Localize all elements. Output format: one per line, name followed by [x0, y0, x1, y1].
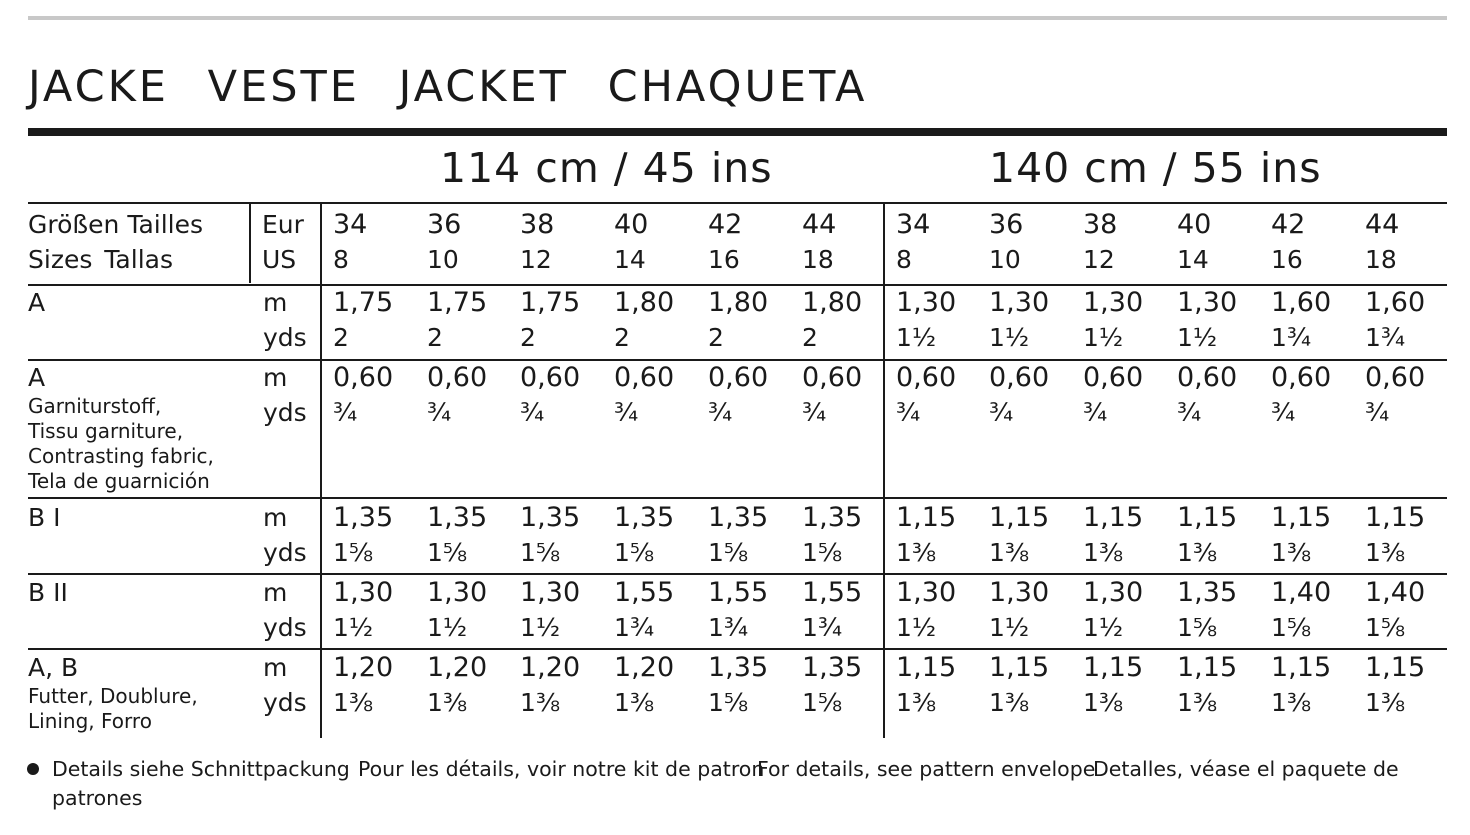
metres-value: 1,15: [896, 502, 957, 533]
metres-value: 1,75: [333, 287, 394, 318]
eur-size: 38: [520, 209, 555, 240]
unit-yds: yds: [263, 613, 307, 642]
metres-value: 1,15: [1177, 502, 1238, 533]
metres-value: 0,60: [333, 362, 394, 393]
yards-value: 1⅜: [1083, 688, 1124, 717]
metres-value: 1,30: [896, 577, 957, 608]
title-rule: [28, 128, 1447, 136]
yards-value: 1¾: [1271, 323, 1312, 352]
metres-value: 1,15: [989, 502, 1050, 533]
eur-size: 40: [1177, 209, 1212, 240]
metres-value: 1,15: [1365, 652, 1426, 683]
us-size: 12: [520, 245, 552, 274]
yards-value: 1½: [1083, 613, 1124, 642]
yards-value: 2: [427, 323, 443, 352]
metres-value: 1,60: [1271, 287, 1332, 318]
footnote-fr: Pour les détails, voir notre kit de patron: [358, 757, 765, 781]
view-description: Lining, Forro: [28, 709, 152, 733]
yards-value: ¾: [708, 398, 733, 427]
view-label: B I: [28, 503, 61, 532]
us-size: 14: [1177, 245, 1209, 274]
yards-value: ¾: [333, 398, 358, 427]
yards-value: ¾: [1177, 398, 1202, 427]
fabric-width-140: 140 cm / 55 ins: [989, 144, 1322, 192]
yards-value: 1½: [1083, 323, 1124, 352]
metres-value: 1,15: [1083, 502, 1144, 533]
metres-value: 1,75: [427, 287, 488, 318]
footnote-es-cont: patrones: [52, 786, 143, 810]
metres-value: 1,35: [614, 502, 675, 533]
yards-value: 1⅜: [1271, 538, 1312, 567]
yards-value: 1⅜: [1177, 688, 1218, 717]
us-size: 8: [896, 245, 912, 274]
yards-value: ¾: [614, 398, 639, 427]
row-rule: [28, 573, 1447, 575]
metres-value: 0,60: [1083, 362, 1144, 393]
yards-value: ¾: [427, 398, 452, 427]
metres-value: 1,35: [802, 502, 863, 533]
metres-value: 1,60: [1365, 287, 1426, 318]
size-label-line1: Größen Tailles: [28, 210, 204, 239]
metres-value: 1,80: [708, 287, 769, 318]
yards-value: 2: [614, 323, 630, 352]
yards-value: 1⅝: [1365, 613, 1406, 642]
eur-size: 36: [427, 209, 462, 240]
metres-value: 1,40: [1365, 577, 1426, 608]
view-label: A, B: [28, 653, 79, 682]
metres-value: 1,40: [1271, 577, 1332, 608]
yards-value: 1⅝: [1271, 613, 1312, 642]
metres-value: 1,20: [614, 652, 675, 683]
us-size: 14: [614, 245, 646, 274]
us-size: 18: [802, 245, 834, 274]
metres-value: 0,60: [427, 362, 488, 393]
view-label: A: [28, 288, 46, 317]
metres-value: 1,80: [614, 287, 675, 318]
yards-value: 1⅜: [1083, 538, 1124, 567]
yards-value: 1⅝: [708, 688, 749, 717]
yards-value: ¾: [989, 398, 1014, 427]
yards-value: 1½: [896, 323, 937, 352]
unit-m: m: [263, 578, 288, 607]
metres-value: 0,60: [614, 362, 675, 393]
eur-size: 34: [896, 209, 931, 240]
row-rule: [28, 497, 1447, 499]
eur-size: 42: [708, 209, 743, 240]
yards-value: 1⅜: [1271, 688, 1312, 717]
yards-value: 1½: [1177, 323, 1218, 352]
us-size: 12: [1083, 245, 1115, 274]
unit-yds: yds: [263, 398, 307, 427]
yards-value: ¾: [520, 398, 545, 427]
metres-value: 0,60: [1177, 362, 1238, 393]
yards-value: 2: [708, 323, 724, 352]
metres-value: 1,30: [989, 287, 1050, 318]
yards-value: 1¾: [614, 613, 655, 642]
yards-value: 1½: [520, 613, 561, 642]
view-label: B II: [28, 578, 68, 607]
yards-value: 1⅜: [896, 688, 937, 717]
view-description: Garniturstoff,: [28, 394, 162, 418]
yards-value: ¾: [896, 398, 921, 427]
size-system-eur: Eur: [262, 210, 304, 239]
metres-value: 1,55: [802, 577, 863, 608]
metres-value: 1,35: [802, 652, 863, 683]
footnote-en: For details, see pattern envelope: [757, 757, 1096, 781]
yards-value: 1½: [896, 613, 937, 642]
eur-size: 42: [1271, 209, 1306, 240]
row-rule: [28, 284, 1447, 286]
metres-value: 1,20: [427, 652, 488, 683]
metres-value: 1,15: [1083, 652, 1144, 683]
metres-value: 1,20: [333, 652, 394, 683]
view-description: Futter, Doublure,: [28, 684, 198, 708]
yards-value: 1⅝: [802, 688, 843, 717]
bullet-icon: [27, 763, 39, 775]
yards-value: 1⅜: [1365, 688, 1406, 717]
size-system-us: US: [262, 245, 297, 274]
metres-value: 1,35: [520, 502, 581, 533]
yards-value: 1⅝: [708, 538, 749, 567]
us-size: 8: [333, 245, 349, 274]
yards-value: 1⅝: [520, 538, 561, 567]
yards-value: 1½: [427, 613, 468, 642]
yards-value: 1⅜: [989, 688, 1030, 717]
yards-value: 1¾: [1365, 323, 1406, 352]
unit-m: m: [263, 288, 288, 317]
unit-column-rule: [320, 203, 322, 738]
yards-value: 1⅜: [896, 538, 937, 567]
us-size: 18: [1365, 245, 1397, 274]
yards-value: 1⅝: [802, 538, 843, 567]
unit-m: m: [263, 653, 288, 682]
metres-value: 0,60: [896, 362, 957, 393]
metres-value: 1,35: [427, 502, 488, 533]
metres-value: 1,30: [1083, 287, 1144, 318]
us-size: 16: [1271, 245, 1303, 274]
unit-yds: yds: [263, 538, 307, 567]
yards-value: ¾: [1365, 398, 1390, 427]
metres-value: 1,80: [802, 287, 863, 318]
yards-value: 2: [520, 323, 536, 352]
yards-value: 1⅝: [614, 538, 655, 567]
yards-value: 1½: [989, 323, 1030, 352]
metres-value: 1,15: [1177, 652, 1238, 683]
metres-value: 1,15: [896, 652, 957, 683]
metres-value: 1,30: [896, 287, 957, 318]
eur-size: 44: [802, 209, 837, 240]
metres-value: 0,60: [802, 362, 863, 393]
eur-size: 34: [333, 209, 368, 240]
metres-value: 1,15: [989, 652, 1050, 683]
row-rule: [28, 648, 1447, 650]
fabric-width-114: 114 cm / 45 ins: [440, 144, 773, 192]
unit-m: m: [263, 363, 288, 392]
yards-value: 1⅜: [1365, 538, 1406, 567]
yards-value: 2: [802, 323, 818, 352]
metres-value: 1,30: [520, 577, 581, 608]
metres-value: 0,60: [989, 362, 1050, 393]
metres-value: 1,15: [1271, 502, 1332, 533]
us-size: 10: [427, 245, 459, 274]
width-group-rule: [883, 203, 885, 738]
metres-value: 1,15: [1365, 502, 1426, 533]
title-es: CHAQUETA: [607, 62, 868, 112]
header-rule: [28, 202, 1447, 204]
metres-value: 1,30: [333, 577, 394, 608]
unit-yds: yds: [263, 323, 307, 352]
yards-value: 1⅝: [427, 538, 468, 567]
footnote-es: Detalles, véase el paquete de: [1093, 757, 1399, 781]
yards-value: 1⅜: [427, 688, 468, 717]
size-label-line2: Sizes Tallas: [28, 245, 173, 274]
metres-value: 1,35: [708, 652, 769, 683]
metres-value: 0,60: [1365, 362, 1426, 393]
eur-size: 36: [989, 209, 1024, 240]
row-rule: [28, 359, 1447, 361]
metres-value: 1,30: [989, 577, 1050, 608]
metres-value: 1,55: [614, 577, 675, 608]
unit-m: m: [263, 503, 288, 532]
chart-title: [28, 62, 867, 112]
header-column-rule: [249, 203, 251, 283]
metres-value: 0,60: [1271, 362, 1332, 393]
us-size: 16: [708, 245, 740, 274]
title-en: JACKET: [398, 62, 569, 112]
yards-value: 1⅜: [1177, 538, 1218, 567]
yards-value: 1⅝: [333, 538, 374, 567]
title-fr: VESTE: [207, 62, 360, 112]
eur-size: 40: [614, 209, 649, 240]
yards-value: ¾: [1083, 398, 1108, 427]
view-description: Contrasting fabric,: [28, 444, 214, 468]
metres-value: 1,30: [427, 577, 488, 608]
title-de: JACKE: [28, 62, 169, 112]
metres-value: 1,35: [1177, 577, 1238, 608]
metres-value: 1,30: [1083, 577, 1144, 608]
view-description: Tela de guarnición: [28, 469, 210, 493]
metres-value: 1,75: [520, 287, 581, 318]
yards-value: 1⅜: [614, 688, 655, 717]
yards-value: 2: [333, 323, 349, 352]
metres-value: 1,35: [708, 502, 769, 533]
yards-value: 1⅜: [520, 688, 561, 717]
top-rule: [28, 16, 1447, 20]
footnote-de: Details siehe Schnittpackung: [52, 757, 350, 781]
yards-value: 1⅜: [333, 688, 374, 717]
yards-value: ¾: [802, 398, 827, 427]
metres-value: 0,60: [708, 362, 769, 393]
yards-value: 1½: [989, 613, 1030, 642]
yards-value: 1⅝: [1177, 613, 1218, 642]
eur-size: 44: [1365, 209, 1400, 240]
unit-yds: yds: [263, 688, 307, 717]
yards-value: 1¾: [708, 613, 749, 642]
metres-value: 1,35: [333, 502, 394, 533]
metres-value: 1,20: [520, 652, 581, 683]
yards-value: 1½: [333, 613, 374, 642]
view-label: A: [28, 363, 46, 392]
metres-value: 1,15: [1271, 652, 1332, 683]
eur-size: 38: [1083, 209, 1118, 240]
metres-value: 0,60: [520, 362, 581, 393]
us-size: 10: [989, 245, 1021, 274]
view-description: Tissu garniture,: [28, 419, 184, 443]
metres-value: 1,30: [1177, 287, 1238, 318]
yards-value: ¾: [1271, 398, 1296, 427]
yards-value: 1¾: [802, 613, 843, 642]
metres-value: 1,55: [708, 577, 769, 608]
yards-value: 1⅜: [989, 538, 1030, 567]
